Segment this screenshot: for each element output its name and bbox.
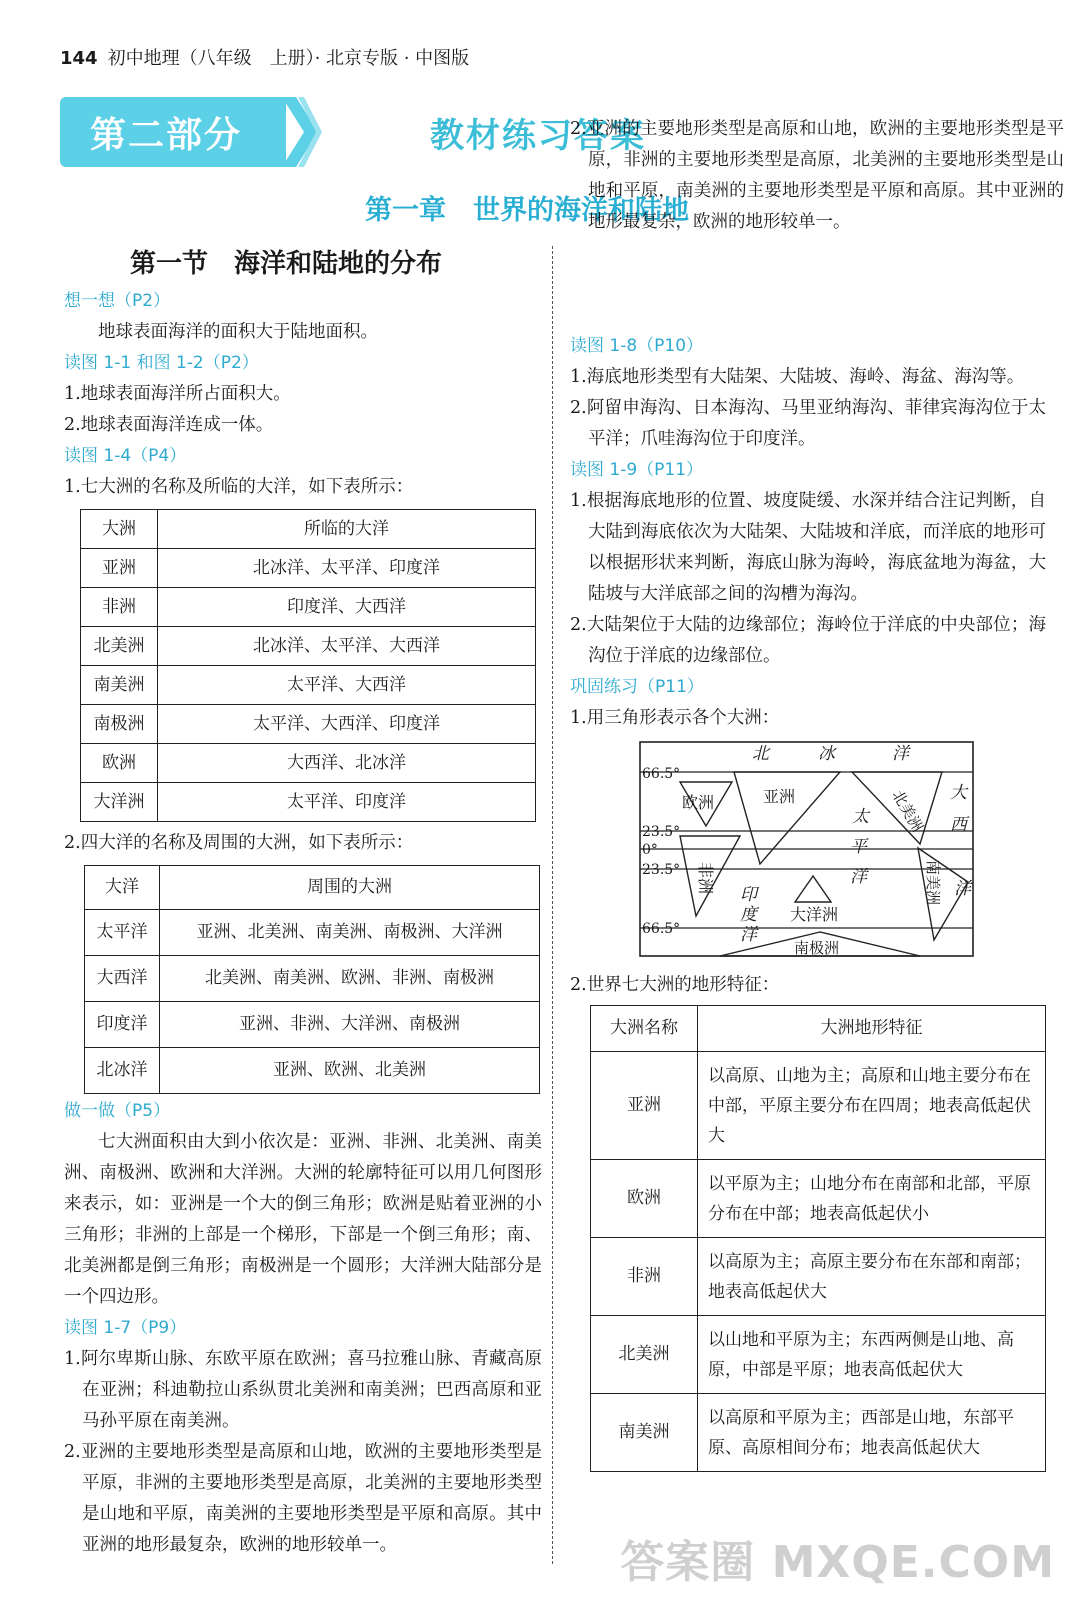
label-read-1-4: 读图 1-4（P4） [64,446,187,466]
answer-item-continuation: 2.亚洲的主要地形类型是高原和山地，欧洲的主要地形类型是平原，非洲的主要地形类型是高原，北美洲的主要地形类型是山地和平原，南美洲的主要地形类型是平原和高原。其中亚洲的地形最复杂，欧洲的地形较单一。 [570,119,1064,232]
table-cell: 以高原为主；高原主要分布在东部和南部；地表高低起伏大 [698,1238,1046,1316]
table-row [591,1160,1046,1238]
answer-item: 2.大陆架位于大陆的边缘部位；海岭位于洋底的中央部位；海沟位于洋底的边缘部位。 [570,615,1046,666]
table-row [85,956,540,1002]
table-cell: 北美洲、南美洲、欧洲、非洲、南极洲 [160,956,540,1002]
table-row [591,1394,1046,1472]
table-cell: 以高原和平原为主；西部是山地，东部平原、高原相间分布；地表高低起伏大 [698,1394,1046,1472]
answer-item: 1.用三角形表示各个大洲： [570,708,780,728]
label-think: 想一想（P2） [64,291,171,311]
table-row [81,588,536,627]
label-read-1-8: 读图 1-8（P10） [570,336,704,356]
landform-table [590,1005,1046,1472]
lat-label: 23.5° [642,824,681,840]
table-header: 大洲地形特征 [698,1006,1046,1052]
lat-label: 66.5° [642,766,681,782]
table-cell: 大西洋 [85,956,160,1002]
table-cell: 印度洋 [85,1002,160,1048]
continent-label: 非洲 [696,862,715,895]
watermark-logo: 答案圈 MXQE.COM [620,1537,1055,1588]
ocean-continent-table [84,865,540,1094]
table-header: 周围的大洲 [160,866,540,910]
page-number: 144 [60,48,98,69]
ocean-label-char: 度 [740,905,757,925]
answer-do: 七大洲面积由大到小依次是：亚洲、非洲、北美洲、南美洲、南极洲、欧洲和大洋洲。大洲的轮廓特征可以用几何图形来表示，如：亚洲是一个大的倒三角形；欧洲是贴着亚洲的小三角形；非洲的上部是一个梯形，下部是一个倒三角形；南、北美洲都是倒三角形；南极洲是一个圆形；大洋洲大陆部分是一个四边形。 [64,1132,542,1307]
table-header: 所临的大洋 [158,510,536,549]
table-cell: 太平洋、大西洋、印度洋 [158,705,536,744]
answer-item: 2.阿留申海沟、日本海沟、马里亚纳海沟、菲律宾海沟位于太平洋；爪哇海沟位于印度洋。 [570,398,1046,449]
ocean-label-char: 北 [752,744,769,764]
continent-label: 北美洲 [888,787,927,835]
table-cell: 太平洋、大西洋 [158,666,536,705]
table-row [81,549,536,588]
label-read-1-7: 读图 1-7（P9） [64,1318,187,1338]
table-cell: 亚洲 [81,549,158,588]
continent-ocean-table [80,509,536,822]
table-row [81,783,536,822]
ocean-label-char: 西 [950,815,967,835]
table-row [81,627,536,666]
chevron-right-icon [282,97,322,167]
table-row [85,1002,540,1048]
continent-label: 大洋洲 [790,905,839,924]
continent-label: 南极洲 [794,939,840,957]
chapter-title: 第一章 世界的海洋和陆地 [365,195,689,226]
oceania-triangle [795,876,831,902]
table-cell: 南美洲 [591,1394,698,1472]
table-row [85,910,540,956]
answer-item: 2.世界七大洲的地形特征： [570,975,780,995]
table-row [591,1238,1046,1316]
ocean-label-char: 冰 [818,744,835,764]
table-row [81,705,536,744]
table-cell: 北美洲 [81,627,158,666]
label-consolidate: 巩固练习（P11） [570,677,704,697]
table-cell: 太平洋 [85,910,160,956]
table-header: 大洲名称 [591,1006,698,1052]
table-cell: 亚洲 [591,1052,698,1160]
ocean-label-char: 太 [852,807,869,827]
label-do: 做一做（P5） [64,1101,171,1121]
section-title: 第一节 海洋和陆地的分布 [130,249,443,279]
table-cell: 亚洲、北美洲、南美洲、南极洲、大洋洲 [160,910,540,956]
ocean-label-char: 洋 [850,867,867,887]
answer-item: 1.阿尔卑斯山脉、东欧平原在欧洲；喜马拉雅山脉、青藏高原在亚洲；科迪勒拉山系纵贯北美洲和南美洲；巴西高原和亚马孙平原在南美洲。 [64,1349,542,1431]
table-cell: 以高原、山地为主；高原和山地主要分布在中部，平原主要分布在四周；地表高低起伏大 [698,1052,1046,1160]
ocean-label-char: 平 [850,837,867,857]
answer-item: 1.根据海底地形的位置、坡度陡缓、水深并结合注记判断，自大陆到海底依次为大陆架、大陆坡和洋底，而洋底的地形可以根据形状来判断，海底山脉为海岭，海底盆地为海盆，大陆坡与大洋底部之间的沟槽为海沟。 [570,491,1046,604]
table-cell: 北美洲 [591,1316,698,1394]
answer-item: 1.地球表面海洋所占面积大。 [64,384,291,404]
table-row [591,1316,1046,1394]
ocean-label-char: 大 [950,783,967,803]
table-cell: 南美洲 [81,666,158,705]
table-cell: 亚洲、非洲、大洋洲、南极洲 [160,1002,540,1048]
continent-label: 亚洲 [763,787,796,806]
main-title: 教材练习答案 [430,116,646,156]
ocean-label-char: 洋 [954,879,971,899]
table-cell: 非洲 [81,588,158,627]
table-cell: 印度洋、大西洋 [158,588,536,627]
column-divider [552,246,553,1564]
table-cell: 大西洋、北冰洋 [158,744,536,783]
lat-label: 23.5° [642,862,681,878]
continent-triangles-diagram [570,736,1046,966]
continued-text-box [570,119,1064,331]
table-cell: 北冰洋、太平洋、印度洋 [158,549,536,588]
label-read-1-1: 读图 1-1 和图 1-2（P2） [64,353,259,373]
label-read-1-9: 读图 1-9（P11） [570,460,704,480]
answer-item: 1.七大洲的名称及所临的大洋，如下表所示： [64,477,414,497]
table-cell: 太平洋、印度洋 [158,783,536,822]
lat-label: 0° [642,842,658,858]
ocean-label-char: 洋 [892,744,909,764]
part-label: 第二部分 [90,115,243,156]
table-cell: 欧洲 [591,1160,698,1238]
table-row [85,1048,540,1094]
table-cell: 非洲 [591,1238,698,1316]
book-title: 初中地理（八年级 上册）· 北京专版 · 中图版 [107,48,470,69]
answer-item: 1.海底地形类型有大陆架、大陆坡、海岭、海盆、海沟等。 [570,367,1025,387]
lat-label: 66.5° [642,921,681,937]
table-row [81,744,536,783]
right-column [570,119,1064,1472]
table-cell: 以山地和平原为主；东西两侧是山地、高原，中部是平原；地表高低起伏大 [698,1316,1046,1394]
table-cell: 以平原为主；山地分布在南部和北部，平原分布在中部；地表高低起伏小 [698,1160,1046,1238]
answer-item: 2.地球表面海洋连成一体。 [64,415,274,435]
table-cell: 大洋洲 [81,783,158,822]
ocean-label-char: 洋 [740,925,757,945]
table-row [591,1052,1046,1160]
table-header: 大洋 [85,866,160,910]
table-cell: 欧洲 [81,744,158,783]
table-row [81,666,536,705]
table-cell: 北冰洋 [85,1048,160,1094]
left-column [64,286,542,1555]
running-header [60,44,469,70]
table-cell: 亚洲、欧洲、北美洲 [160,1048,540,1094]
answer-think: 地球表面海洋的面积大于陆地面积。 [98,322,378,342]
table-cell: 南极洲 [81,705,158,744]
part-banner [60,97,286,167]
table-header: 大洲 [81,510,158,549]
continent-label: 南美洲 [924,860,942,906]
table-cell: 北冰洋、太平洋、大西洋 [158,627,536,666]
ocean-label-char: 印 [740,885,757,905]
continent-label: 欧洲 [682,793,715,812]
answer-item: 2.四大洋的名称及周围的大洲，如下表所示： [64,833,414,853]
answer-item-continued: 2.亚洲的主要地形类型是高原和山地，欧洲的主要地形类型是平原，非洲的主要地形类型是高原，北美洲的主要地形类型是山地和平原，南美洲的主要地形类型是平原和高原。其中亚洲的地形最复杂，欧洲的地形较单一。 [64,1442,542,1555]
asia-triangle [734,772,840,864]
